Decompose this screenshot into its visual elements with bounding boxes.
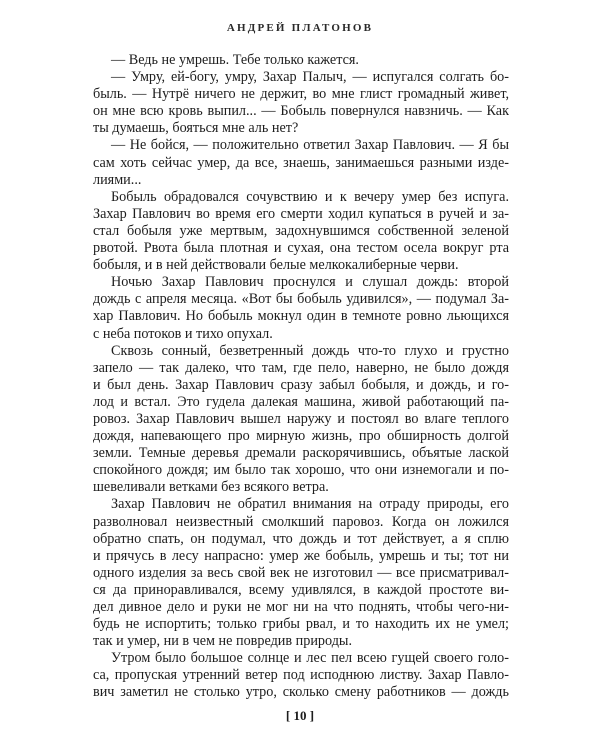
text-line: — Ведь не умрешь. Тебе только кажется.	[111, 52, 359, 68]
running-head-author: АНДРЕЙ ПЛАТОНОВ	[226, 22, 374, 34]
text-line: и прячусь в лесу напрасно: умер же бобыль, умрешь и ты; тот ни	[93, 547, 509, 564]
text-line: вич заметил не столько утро, сколько смену работников — дождь	[93, 684, 509, 701]
text-line: сам хоть сейчас умер, да все, знаешь, занимаешься разными изде-	[93, 154, 509, 171]
text-line: Захар Павлович во время его смерти ходил купаться в ручей и за-	[93, 205, 509, 222]
text-line: шевеливали ветками без всякого ветра.	[93, 479, 329, 496]
text-line: ся да приноравливался, всему удивлялся, в каждой простоте ви-	[93, 581, 509, 598]
text-line: лод и встал. Это гудела далекая машина, живой работающий па-	[93, 393, 509, 410]
text-line: лиями...	[93, 171, 142, 188]
text-line: са, пропуская утренний ветер под исподнюю листву. Захар Павло-	[93, 667, 509, 684]
text-line: хар Павлович. Но бобыль мокнул один в темноте ровно льющихся	[93, 308, 509, 325]
text-line: Захар Павлович не обратил внимания на отраду природы, его	[111, 496, 509, 513]
text-line: земли. Темные деревья дремали раскорячившись, объятые лаской	[93, 445, 509, 462]
text-line: с неба потоков и тихо опухал.	[93, 325, 273, 342]
text-line: и был день. Захар Павлович сразу забыл бобыля, и дождь, и го-	[93, 376, 509, 393]
text-line: запело — так далеко, что там, где пело, наверно, не было дождя	[93, 359, 509, 376]
text-line: стал бобыля уже мертвым, задохнувшимся собственной зеленой	[93, 222, 509, 239]
text-line: Сквозь сонный, безветренный дождь что-то глухо и грустно	[111, 342, 509, 359]
text-line: обратно спать, он подумал, что дождь и тот действует, а я сплю	[93, 530, 509, 547]
text-line: так и умер, ни в чем не повредив природы.	[93, 633, 352, 650]
text-line: он мне всю кровь выпил... — Бобыль повернулся навзничь. — Как	[93, 103, 509, 120]
text-line: спокойного дождя; им было так хорошо, что они изнемогали и по-	[93, 462, 509, 479]
text-line: разволновал неизвестный смолкший паровоз. Когда он ложился	[93, 513, 509, 530]
text-line: ровоз. Захар Павлович вышел наружу и постоял во влаге теплого	[93, 410, 509, 427]
text-line: одного изделия за весь свой век не изготовил — все присматривал-	[93, 564, 509, 581]
text-line: бобыля, и в ней действовали белые мелкокалиберные черви.	[93, 257, 459, 274]
page-number: [ 10 ]	[285, 708, 315, 723]
text-line: будь не испортить; только грибы рвал, и то находить их не умел;	[93, 616, 509, 633]
text-line: — Не бойся, — положительно ответил Захар Павлович. — Я бы	[111, 137, 509, 154]
text-line: ты думаешь, бояться мне аль нет?	[93, 120, 299, 137]
body-text	[93, 52, 509, 702]
text-line: — Умру, ей-богу, умру, Захар Палыч, — испугался солгать бо-	[111, 69, 509, 86]
text-line: Утром было большое солнце и лес пел всею гущей своего голо-	[111, 650, 509, 667]
text-line: Бобыль обрадовался сочувствию и к вечеру умер без испуга.	[111, 188, 509, 205]
text-line: рвотой. Рвота была плотная и сухая, она тестом осела вокруг рта	[93, 240, 509, 257]
text-line: Ночью Захар Павлович проснулся и слушал дождь: второй	[111, 274, 509, 291]
text-line: дел дивное дело и руки не мог ни на что поднять, чтобы чего-ни-	[93, 599, 509, 615]
text-line: быль. — Нутрё ничего не держит, во мне глист громадный живет,	[93, 86, 509, 103]
text-line: дождь с апреля месяца. «Вот бы бобыль удивился», — подумал За-	[93, 291, 509, 308]
text-line: дождя, напевающего про мирную жизнь, про обширность долгой	[93, 428, 509, 445]
